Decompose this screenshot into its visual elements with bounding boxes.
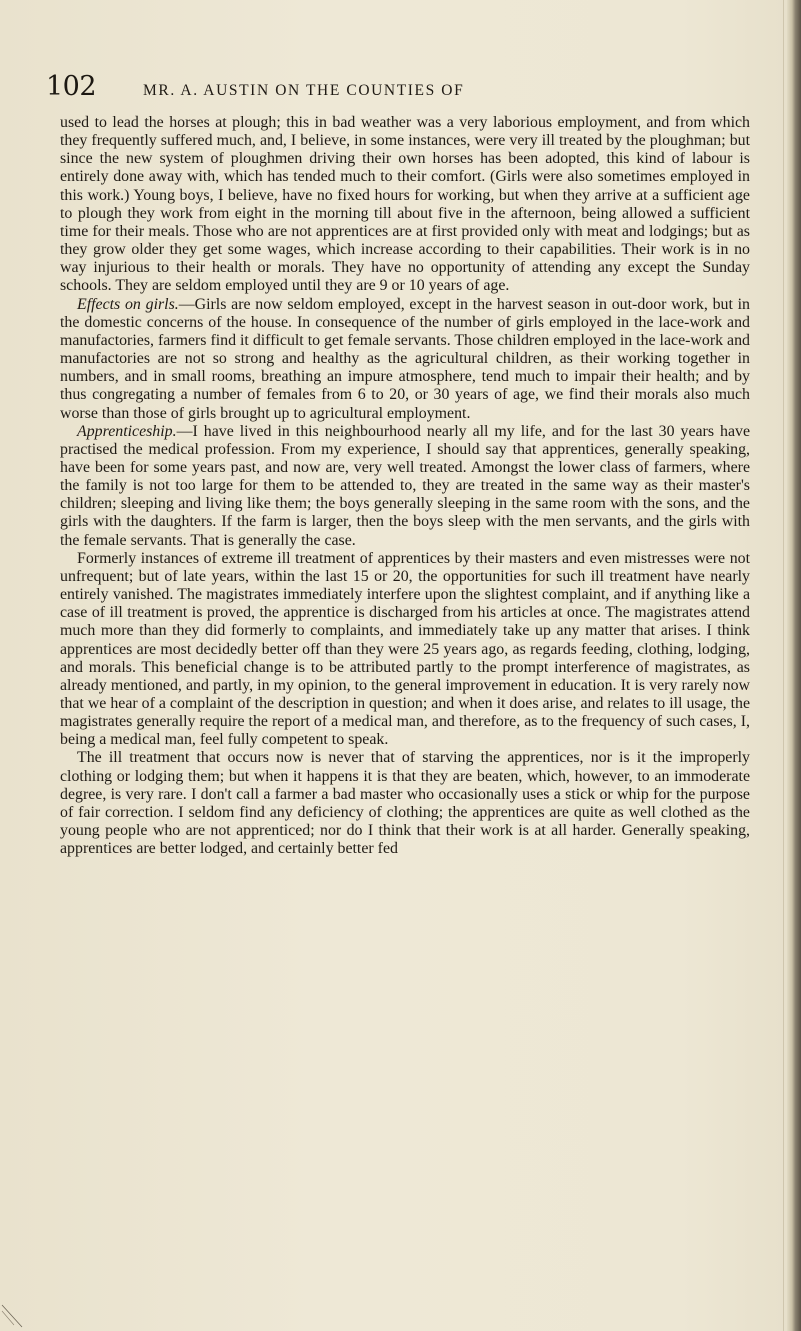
paragraph-ill-treatment-history — [60, 550, 750, 750]
paragraph-text: —I have lived in this neighbourhood nearly all my life, and for the last 30 years have practised the medical profession. From my experience, I should say that apprentices, generally speaking, have been for some years past, and now are, very well treated. Amongst the lower class of farmers, where the family is not too large for them to be attended to, they are treated in the same way as their master's children; sleeping and living like them; the boys generally sleeping in the same room with the sons, and the girls with the daughters. If the farm is larger, then the boys sleep with the men servants, and the girls with the female servants. That is generally the case. — [60, 422, 750, 549]
page-number: 102 — [46, 71, 97, 102]
page-edge-line — [783, 0, 784, 1331]
running-title: MR. A. AUSTIN ON THE COUNTIES OF — [143, 82, 465, 99]
paragraph-apprenticeship — [60, 423, 750, 550]
page-corner-mark — [0, 1291, 40, 1331]
paragraph-text: —Girls are now seldom employed, except in the harvest season in out-door work, but in the domestic concerns of the house. In consequence of the number of girls employed in the lace-work and manufactories, farmers find it difficult to get female servants. Those children employed in the lace-work and manufactories are not so strong and healthy as the agricultural children, as their working together in numbers, and in small rooms, breathing an impure atmosphere, tend much to impair their health; and by thus congregating a number of females from 6 to 20, or 30 years of age, we find their morals also much worse than those of girls brought up to agricultural employment. — [60, 295, 750, 422]
body-text — [60, 114, 750, 858]
paragraph-ill-treatment-now — [60, 749, 750, 858]
section-heading-apprenticeship: Apprenticeship. — [77, 422, 177, 440]
paragraph-text: used to lead the horses at plough; this in bad weather was a very laborious employment, and from which they frequently suffered much, and, I believe, in some instances, were very ill treated by the ploughman; but since the new system of ploughmen driving their own horses has been adopted, this kind of labour is entirely done away with, which has tended much to their comfort. (Girls were also sometimes employed in this work.) Young boys, I believe, have no fixed hours for working, but when they arrive at a sufficient age to plough they work from eight in the morning till about five in the afternoon, being allowed a sufficient time for their meals. Those who are not apprentices are at first provided only with meat and lodgings; but as they grow older they get some wages, which increase according to their capabilities. Their work is in no way injurious to their health or morals. They have no opportunity of attending any except the Sunday schools. They are seldom employed until they are 9 or 10 years of age. — [60, 114, 750, 295]
paragraph-boys-ploughing — [60, 114, 750, 296]
paragraph-effects-on-girls — [60, 296, 750, 423]
section-heading-effects-on-girls: Effects on girls. — [77, 295, 179, 313]
paragraph-text: Formerly instances of extreme ill treatment of apprentices by their masters and even mistresses were not unfrequent; but of late years, within the last 15 or 20, the opportunities for such ill treatment have nearly entirely vanished. The magistrates immediately interfere upon the slightest complaint, and if anything like a case of ill treatment is proved, the apprentice is discharged from his articles at once. The magistrates attend much more than they did formerly to complaints, and immediately take up any matter that arises. I think apprentices are most decidedly better off than they were 25 years ago, as regards feeding, clothing, lodging, and morals. This beneficial change is to be attributed partly to the prompt interference of magistrates, as already mentioned, and partly, in my opinion, to the general improvement in education. It is very rarely now that we hear of a complaint of the description in question; and when it does arise, and relates to ill usage, the magistrates generally require the report of a medical man, and therefore, as to the frequency of such cases, I, being a medical man, feel fully competent to speak. — [60, 549, 750, 749]
page-header — [46, 72, 746, 112]
page-edge-shadow — [787, 0, 801, 1331]
paragraph-text: The ill treatment that occurs now is never that of starving the apprentices, nor is it the improperly clothing or lodging them; but when it happens it is that they are beaten, which, however, to an immoderate degree, is very rare. I don't call a farmer a bad master who occasionally uses a stick or whip for the purpose of fair correction. I seldom find any deficiency of clothing; the apprentices are quite as well clothed as the young people who are not apprenticed; nor do I think that their work is at all harder. Generally speaking, apprentices are better lodged, and certainly better fed — [60, 749, 750, 858]
